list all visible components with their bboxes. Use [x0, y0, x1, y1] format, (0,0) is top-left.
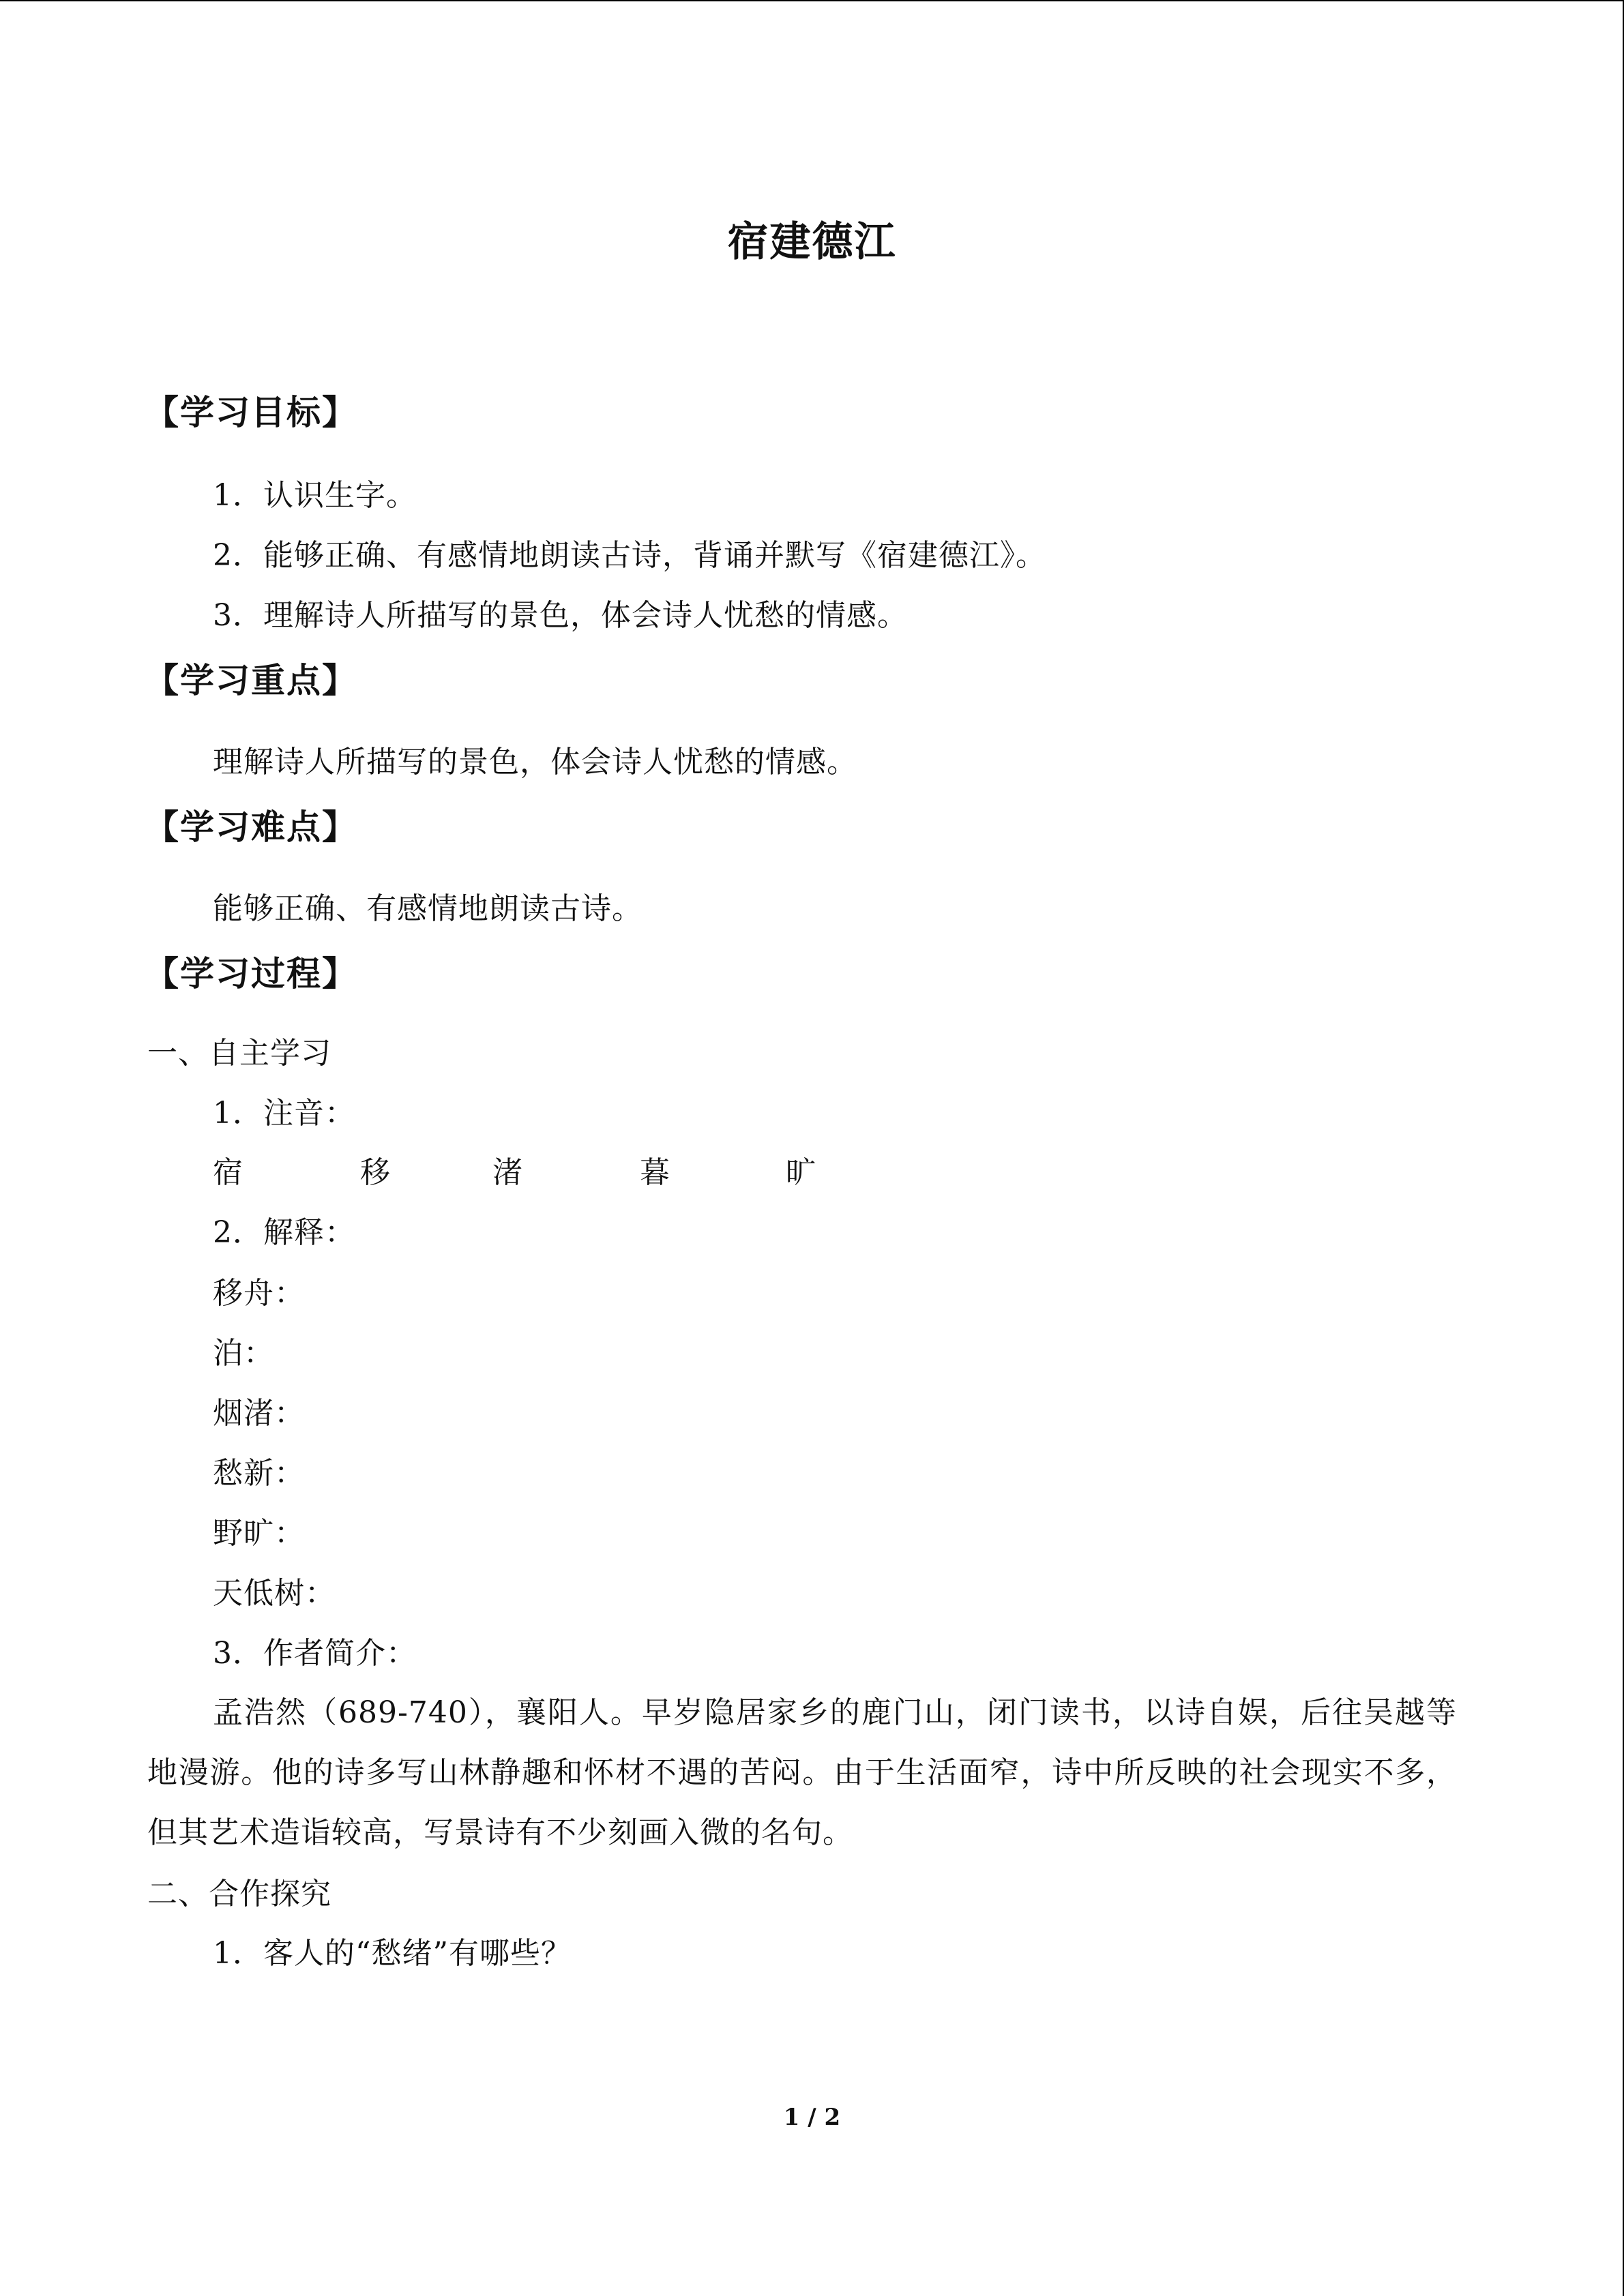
key-points-text: 理解诗人所描写的景色，体会诗人忧愁的情感。	[213, 745, 857, 779]
objective-item-1: 1．认识生字。	[213, 478, 417, 513]
explain-term-2: 泊：	[213, 1336, 274, 1371]
difficulties-text: 能够正确、有感情地朗读古诗。	[213, 891, 643, 926]
document-title: 宿建德江	[727, 218, 897, 266]
explain-label: 2．解释：	[213, 1215, 355, 1250]
pinyin-label: 1．注音：	[213, 1096, 355, 1131]
heading-key-points: 【学习重点】	[145, 660, 357, 700]
part2-title: 二、合作探究	[147, 1877, 331, 1911]
heading-difficulties: 【学习难点】	[145, 807, 357, 847]
objective-item-2: 2．能够正确、有感情地朗读古诗，背诵并默写《宿建德江》。	[213, 538, 1046, 573]
heading-objectives: 【学习目标】	[145, 392, 357, 432]
pinyin-char-3: 渚	[492, 1155, 522, 1190]
explain-term-1: 移舟：	[213, 1276, 305, 1311]
author-paragraph: 孟浩然（689-740），襄阳人。早岁隐居家乡的鹿门山，闭门读书，以诗自娱，后往吴越等地漫游。他的诗多写山林静趣和怀材不遇的苦闷。由于生活面窄，诗中所反映的社会现实不多，但其艺术造诣较高，写景诗有不少刻画入微的名句。	[147, 1695, 1457, 1850]
author-label: 3．作者简介：	[213, 1636, 417, 1671]
explain-term-5: 野旷：	[213, 1516, 305, 1551]
pinyin-char-2: 移	[360, 1155, 390, 1190]
explain-term-3: 烟渚：	[213, 1396, 305, 1431]
pinyin-char-5: 旷	[786, 1155, 816, 1190]
explain-term-4: 愁新：	[213, 1456, 305, 1491]
page-number: 1 / 2	[783, 2104, 841, 2131]
explain-term-6: 天低树：	[213, 1576, 336, 1611]
part2-question-1: 1．客人的“愁绪”有哪些？	[213, 1936, 572, 1971]
pinyin-char-4: 暮	[640, 1155, 670, 1190]
heading-process: 【学习过程】	[145, 953, 357, 994]
pinyin-char-1: 宿	[213, 1155, 243, 1190]
objective-item-3: 3．理解诗人所描写的景色，体会诗人忧愁的情感。	[213, 598, 908, 633]
part1-title: 一、自主学习	[147, 1036, 331, 1071]
